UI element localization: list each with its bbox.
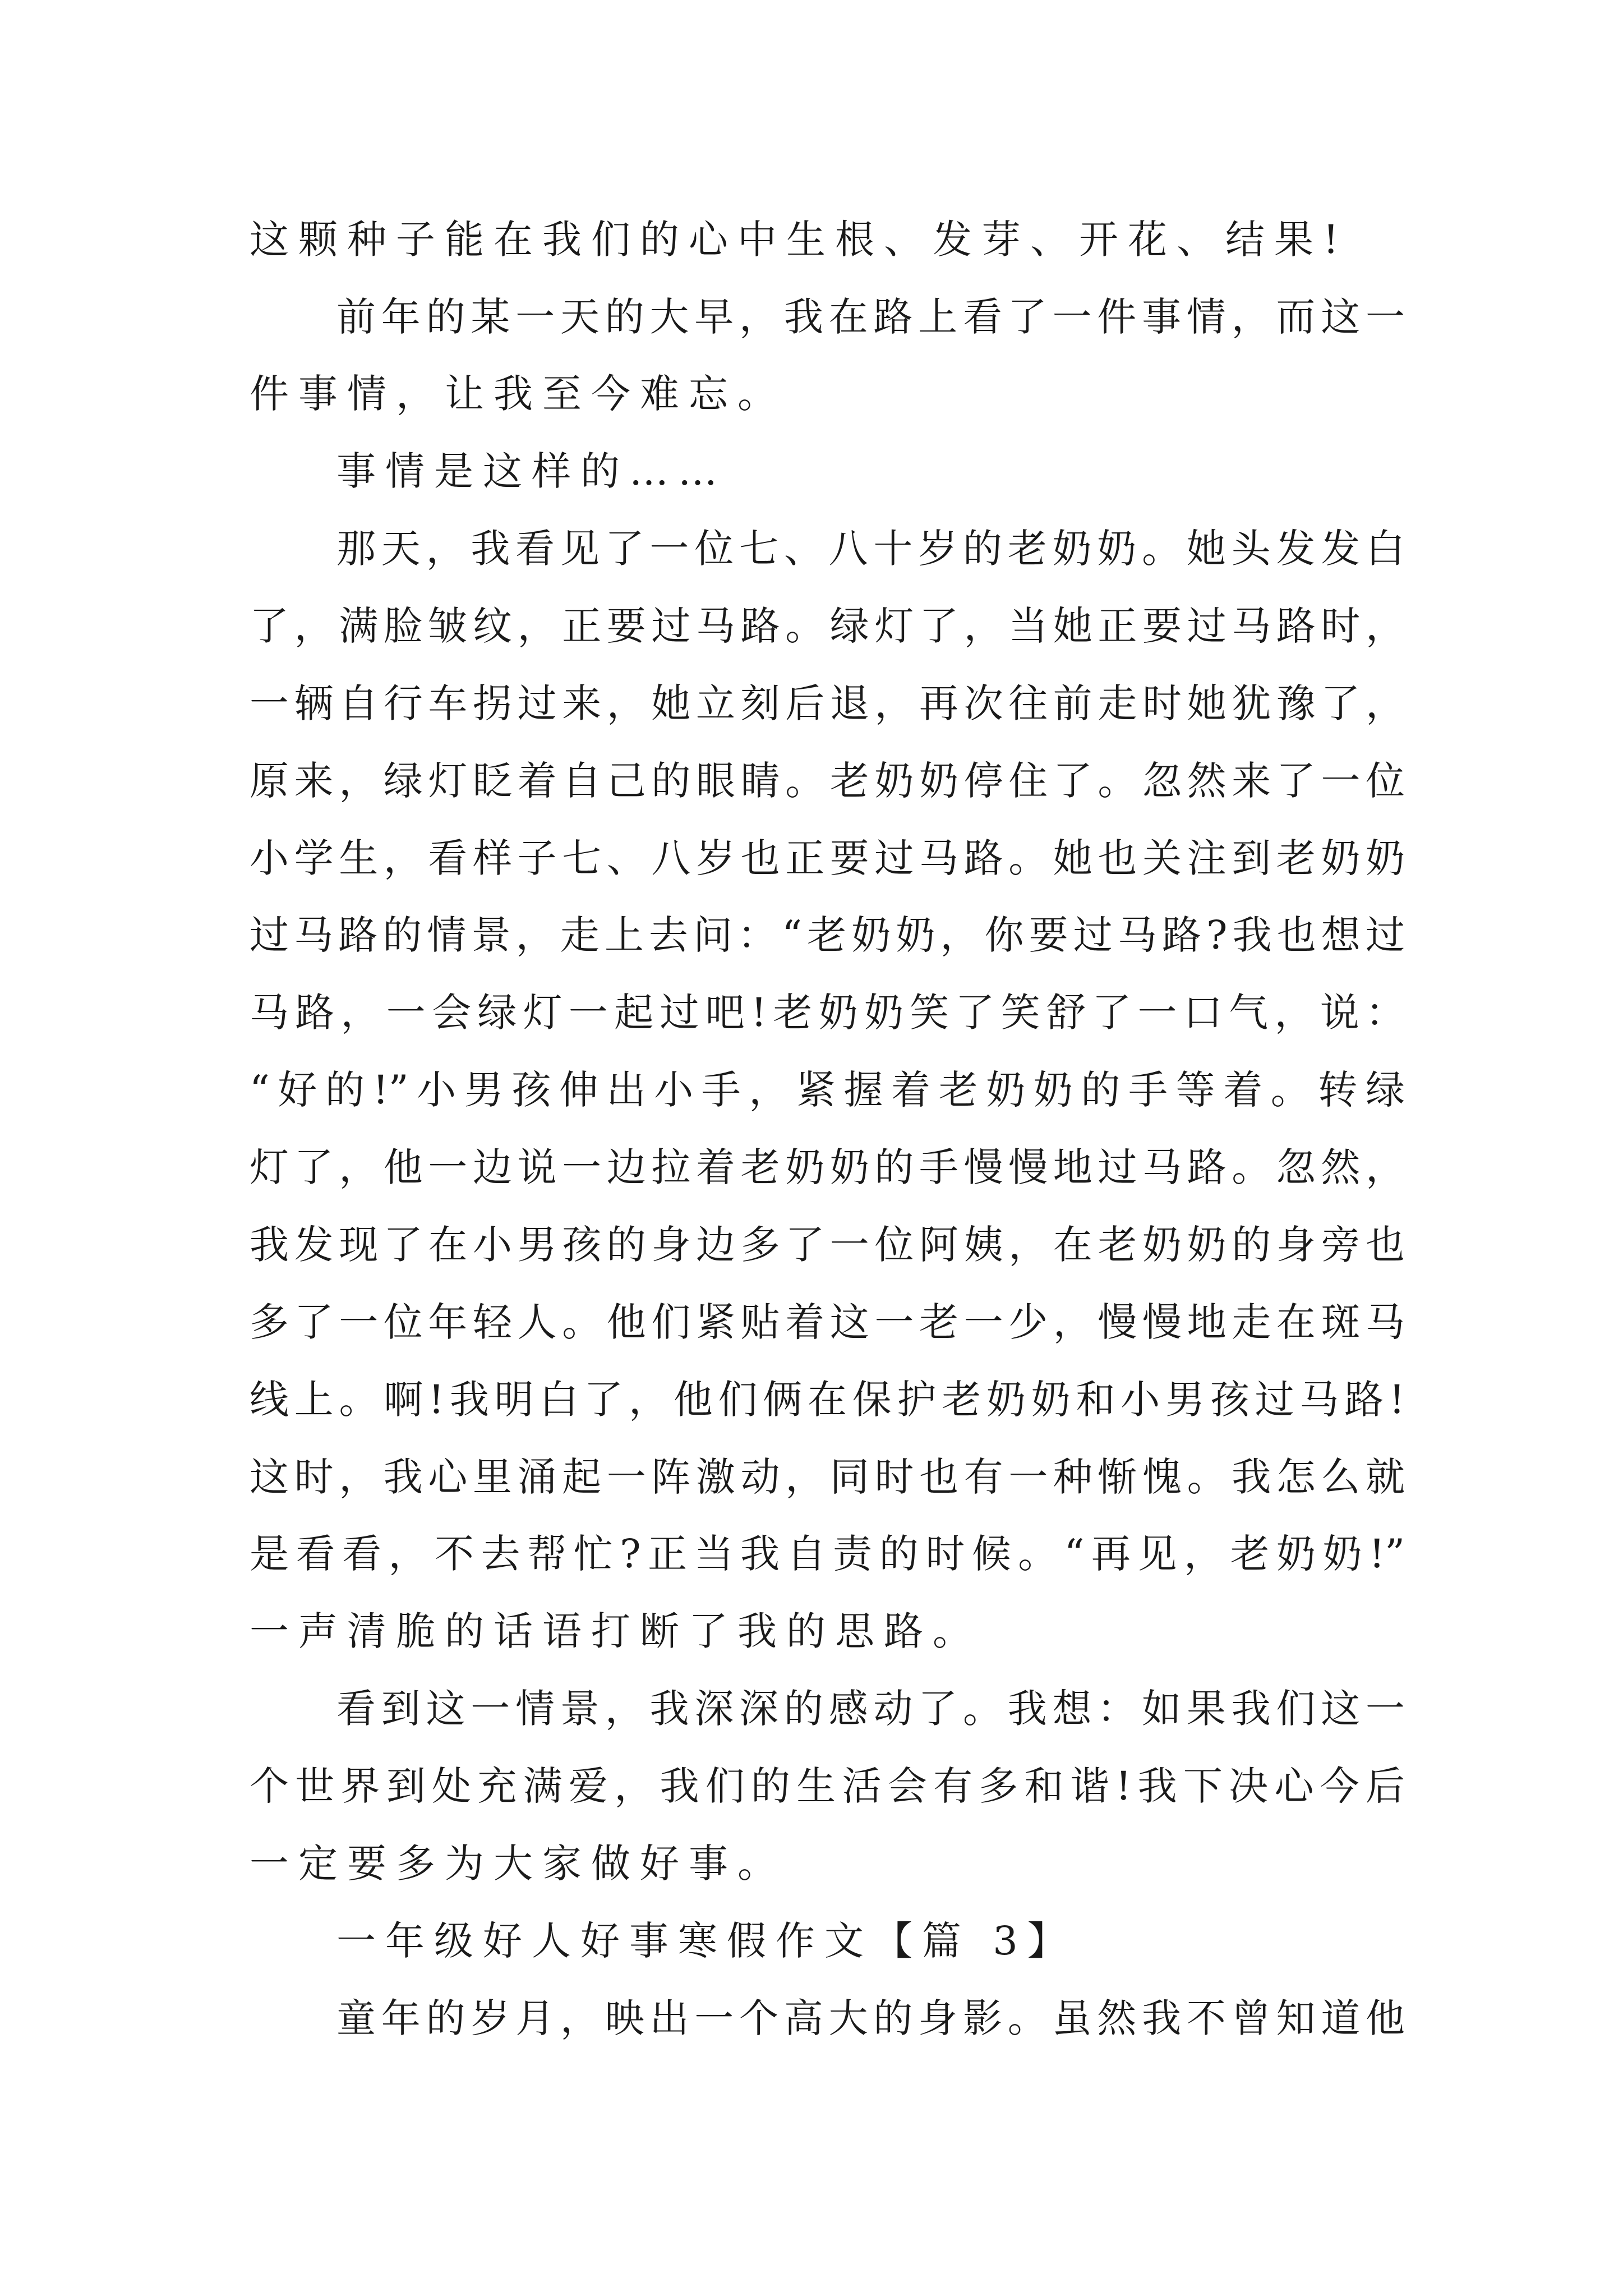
paragraph-first-line: 前年的某一天的大早，我在路上看了一件事情，而这一 xyxy=(336,294,1405,340)
paragraph-first-line: 童年的岁月，映出一个高大的身影。虽然我不曾知道他 xyxy=(336,1995,1405,2041)
text-line: 件事情，让我至今难忘。 xyxy=(250,371,786,417)
text-line: 多了一位年轻人。他们紧贴着这一老一少，慢慢地走在斑马 xyxy=(250,1299,1405,1345)
text-line: 一定要多为大家做好事。 xyxy=(250,1841,786,1887)
text-line: 小学生，看样子七、八岁也正要过马路。她也关注到老奶奶 xyxy=(250,835,1405,881)
text-line: 一声清脆的话语打断了我的思路。 xyxy=(250,1608,981,1654)
text-line: 一辆自行车拐过来，她立刻后退，再次往前走时她犹豫了， xyxy=(250,680,1405,726)
text-line: 了，满脸皱纹，正要过马路。绿灯了，当她正要过马路时， xyxy=(250,603,1405,649)
text-line: 原来，绿灯眨着自己的眼睛。老奶奶停住了。忽然来了一位 xyxy=(250,758,1405,804)
paragraph-first-line: 事情是这样的…… xyxy=(336,448,727,494)
text-line: 马路，一会绿灯一起过吧!老奶奶笑了笑舒了一口气，说： xyxy=(250,990,1405,1036)
text-line: 过马路的情景，走上去问：“老奶奶，你要过马路?我也想过 xyxy=(250,912,1405,958)
text-line: 个世界到处充满爱，我们的生活会有多和谐!我下决心今后 xyxy=(250,1763,1405,1809)
text-line: 是看看，不去帮忙?正当我自责的时候。“再见，老奶奶!” xyxy=(250,1531,1405,1577)
text-line: 这时，我心里涌起一阵激动，同时也有一种惭愧。我怎么就 xyxy=(250,1454,1405,1500)
text-line: 灯了，他一边说一边拉着老奶奶的手慢慢地过马路。忽然， xyxy=(250,1144,1405,1190)
text-line: “好的!”小男孩伸出小手，紧握着老奶奶的手等着。转绿 xyxy=(250,1067,1405,1113)
section-heading: 一年级好人好事寒假作文【篇 3】 xyxy=(336,1918,1076,1964)
text-line: 我发现了在小男孩的身边多了一位阿姨，在老奶奶的身旁也 xyxy=(250,1222,1405,1268)
text-line: 这颗种子能在我们的心中生根、发芽、开花、结果! xyxy=(250,217,1349,263)
paragraph-first-line: 那天，我看见了一位七、八十岁的老奶奶。她头发发白 xyxy=(336,526,1405,572)
paragraph-first-line: 看到这一情景，我深深的感动了。我想：如果我们这一 xyxy=(336,1686,1405,1732)
text-line: 线上。啊!我明白了，他们俩在保护老奶奶和小男孩过马路! xyxy=(250,1377,1405,1423)
